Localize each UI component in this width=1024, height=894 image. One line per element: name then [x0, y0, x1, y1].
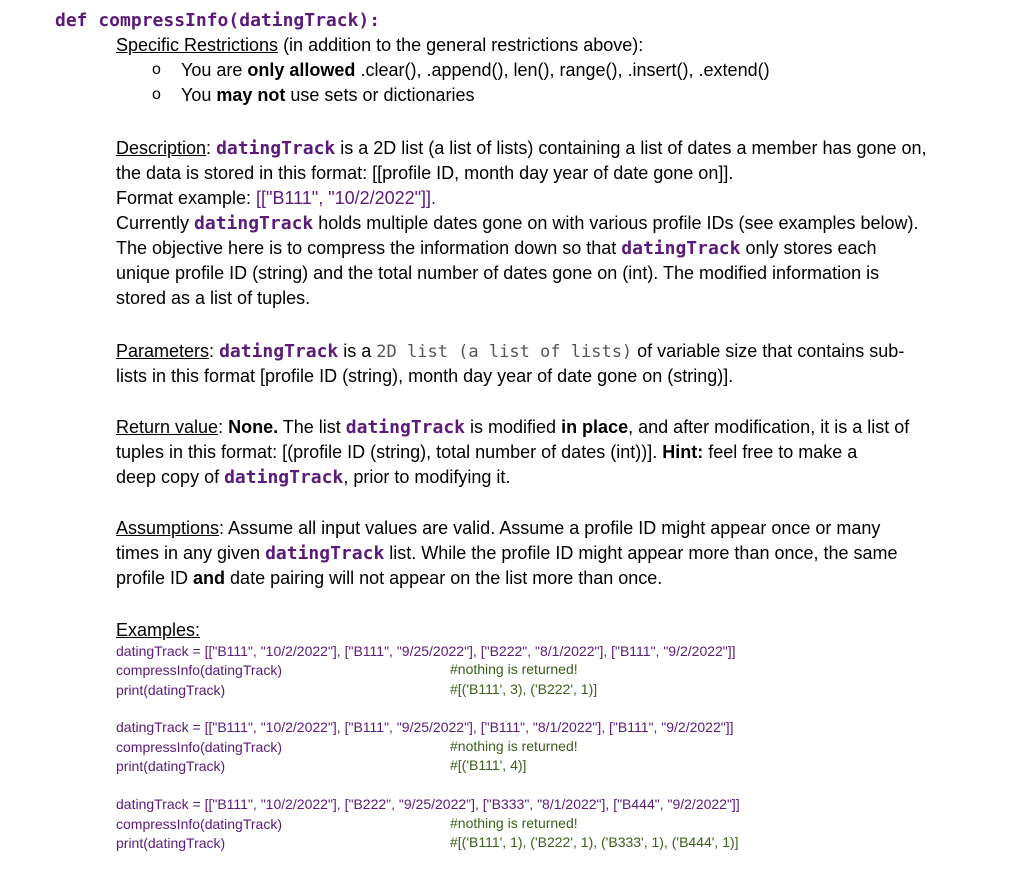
example-1-print: print(datingTrack): [116, 682, 226, 698]
assumptions-text: : Assume all input values are valid. Assume a profile ID might appear once or many: [219, 518, 881, 538]
keyword-datingtrack: datingTrack: [621, 238, 741, 259]
return-label: Return value: [116, 417, 219, 437]
bullet-icon: o: [152, 86, 161, 103]
restriction-text: You: [181, 85, 217, 105]
example-3-call: compressInfo(datingTrack): [116, 816, 282, 832]
description-label: Description: [116, 138, 207, 158]
assumptions-bold: and: [193, 568, 226, 588]
restrictions-heading-rest: (in addition to the general restrictions above):: [278, 35, 644, 55]
bullet-icon: o: [152, 61, 161, 78]
example-3-print-comment: #[('B111', 1), ('B222', 1), ('B333', 1), ('B444', 1)]: [450, 834, 739, 850]
keyword-datingtrack: datingTrack: [216, 138, 336, 159]
parameters-line-1: Parameters: datingTrack is a 2D list (a list of lists) of variable size that contains sub-: [116, 341, 905, 362]
assumptions-label: Assumptions: [116, 518, 220, 538]
assumptions-text: times in any given: [116, 543, 266, 563]
assumptions-text: list. While the profile ID might appear more than once, the same: [384, 543, 898, 563]
keyword-datingtrack: datingTrack: [345, 417, 466, 438]
restriction-bold: may not: [216, 85, 286, 105]
description-text: Currently: [116, 213, 195, 233]
keyword-datingtrack: datingTrack: [224, 467, 344, 488]
example-1-assign: datingTrack = [["B111", "10/2/2022"], ["B111", "9/25/2022"], ["B222", "8/1/2022"], ["B111", "9/2/2022"]]: [116, 643, 736, 659]
description-text: Format example:: [116, 188, 257, 208]
keyword-datingtrack: datingTrack: [194, 213, 314, 234]
return-line-2: [116, 440, 857, 465]
description-line-6: unique profile ID (string) and the total number of dates gone on (int). The modified information is: [116, 263, 880, 283]
restriction-text: use sets or dictionaries: [285, 85, 475, 105]
example-1-print-comment: #[('B111', 3), ('B222', 1)]: [450, 681, 598, 697]
description-text: holds multiple dates gone on with various profile IDs (see examples below).: [313, 213, 919, 233]
parameters-text: of variable size that contains sub-: [632, 341, 905, 361]
example-2-call-comment: #nothing is returned!: [450, 738, 578, 754]
return-text: The list: [278, 417, 346, 437]
example-2-assign: datingTrack = [["B111", "10/2/2022"], ["B111", "9/25/2022"], ["B111", "8/1/2022"], ["B111", "9/2/2022"]]: [116, 719, 734, 735]
assumptions-line-3: [116, 566, 662, 591]
restriction-item-forbidden: [181, 83, 475, 108]
restriction-item-allowed: [181, 58, 770, 83]
description-text: The objective here is to compress the information down so that: [116, 238, 622, 258]
description-line-5: [116, 236, 877, 261]
return-text: is modified: [465, 417, 562, 437]
description-text: :: [206, 138, 217, 158]
restriction-text: You are: [181, 60, 248, 80]
description-line-3: [116, 186, 436, 211]
return-text: tuples in this format: [(profile ID (string), total number of dates (int))].: [116, 442, 663, 462]
return-text: deep copy of: [116, 467, 225, 487]
example-2-print-comment: #[('B111', 4)]: [450, 757, 527, 773]
description-text: is a 2D list (a list of lists) containing a list of dates a member has gone on,: [335, 138, 927, 158]
assumptions-text: date pairing will not appear on the list more than once.: [225, 568, 663, 588]
keyword-datingtrack: datingTrack: [219, 341, 339, 362]
assumptions-line-2: [116, 541, 898, 566]
example-1-call: compressInfo(datingTrack): [116, 662, 282, 678]
description-line-7: stored as a list of tuples.: [116, 288, 311, 308]
description-text: only stores each: [740, 238, 877, 258]
return-line-3: [116, 465, 510, 490]
example-2-print: print(datingTrack): [116, 758, 226, 774]
restrictions-heading-line: [116, 33, 643, 58]
examples-label: Examples:: [116, 620, 201, 640]
return-bold: None.: [228, 417, 279, 437]
assumptions-text: profile ID: [116, 568, 194, 588]
return-line-1: Return value: None. The list datingTrack is modified in place, and after modification, it is a list of: [116, 417, 910, 438]
return-text: , prior to modifying it.: [343, 467, 511, 487]
return-text: feel free to make a: [703, 442, 858, 462]
restriction-text: .clear(), .append(), len(), range(), .insert(), .extend(): [355, 60, 770, 80]
restrictions-heading: Specific Restrictions: [116, 35, 279, 55]
return-bold: in place: [561, 417, 629, 437]
example-3-assign: datingTrack = [["B111", "10/2/2022"], ["B222", "9/25/2022"], ["B333", "8/1/2022"], ["B444", "9/2/2022"]]: [116, 796, 740, 812]
return-text: , and after modification, it is a list of: [628, 417, 910, 437]
description-line-4: [116, 211, 919, 236]
function-signature: def compressInfo(datingTrack):: [55, 10, 381, 31]
parameters-text: is a: [338, 341, 377, 361]
example-3-print: print(datingTrack): [116, 835, 226, 851]
keyword-datingtrack: datingTrack: [265, 543, 385, 564]
restriction-bold: only allowed: [247, 60, 356, 80]
parameters-line-2: lists in this format [profile ID (string), month day year of date gone on (string)].: [116, 366, 734, 386]
hint-label: Hint:: [662, 442, 704, 462]
parameters-label: Parameters: [116, 341, 210, 361]
format-example: [["B111", "10/2/2022"]].: [256, 188, 437, 208]
parameters-type: 2D list (a list of lists): [376, 342, 633, 362]
example-3-call-comment: #nothing is returned!: [450, 815, 578, 831]
example-2-call: compressInfo(datingTrack): [116, 739, 282, 755]
description-line-2: the data is stored in this format: [[profile ID, month day year of date gone on]].: [116, 163, 734, 183]
description-line-1: [116, 136, 927, 161]
example-1-call-comment: #nothing is returned!: [450, 661, 578, 677]
assumptions-line-1: [116, 516, 880, 541]
